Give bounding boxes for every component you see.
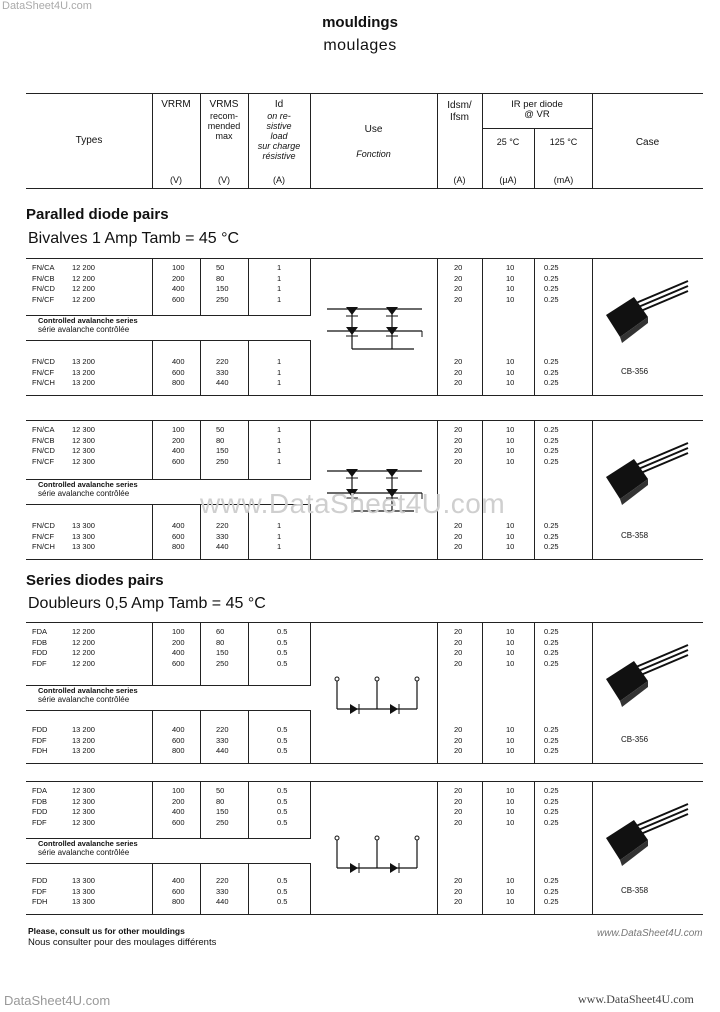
- table-cell: 13 200: [72, 378, 95, 387]
- table-cell: 1: [277, 435, 282, 445]
- table-cell: 12 200: [72, 284, 95, 293]
- table-cell: 100: [172, 786, 185, 795]
- table-cell: 200: [172, 273, 185, 283]
- table-cell: 20: [454, 378, 463, 387]
- table-cell: FDD: [32, 648, 48, 657]
- table-cell: FN/CD: [32, 446, 55, 455]
- table-cell: 10: [506, 284, 515, 293]
- table-cell: 12 300: [72, 456, 95, 466]
- table-cell: 0.5: [277, 746, 288, 755]
- note-english: Please, consult us for other mouldings: [28, 926, 185, 936]
- table-cell: 150: [216, 446, 229, 455]
- table-cell: 150: [216, 284, 229, 293]
- table-cell: 600: [172, 294, 185, 304]
- table-cell: 10: [506, 637, 515, 647]
- table-cell: FDD: [32, 725, 48, 734]
- table-cell: FDD: [32, 876, 48, 885]
- table-cell: FDF: [32, 735, 47, 745]
- table-cell: 400: [172, 521, 185, 530]
- table-cell: 330: [216, 886, 229, 896]
- table-cell: 10: [506, 627, 515, 636]
- table-cell: FN/CB: [32, 273, 55, 283]
- table-cell: 250: [216, 294, 229, 304]
- table-cell: 80: [216, 435, 225, 445]
- case-label: CB-356: [621, 735, 649, 744]
- avalanche-series-label: [26, 838, 311, 864]
- col-id-unit: (A): [273, 175, 285, 185]
- table-cell: 12 200: [72, 294, 95, 304]
- table-cell: 12 200: [72, 648, 95, 657]
- col-vrrm-label: VRRM: [161, 99, 191, 110]
- avalanche-series-en: Controlled avalanche series: [38, 839, 138, 848]
- table-cell: 12 300: [72, 435, 95, 445]
- table-cell: 400: [172, 357, 185, 366]
- col-use-fr: Fonction: [356, 149, 391, 159]
- table-cell: 10: [506, 658, 515, 668]
- case-label: CB-356: [621, 367, 649, 376]
- package-drawing: [596, 637, 696, 717]
- table-cell: 10: [506, 817, 515, 827]
- table-cell: 0.5: [277, 817, 288, 827]
- table-cell: 0.5: [277, 627, 288, 636]
- table-cell: 20: [454, 542, 463, 551]
- col-id-label: Id: [274, 99, 284, 110]
- product-group: [26, 781, 703, 915]
- table-cell: FN/CD: [32, 284, 55, 293]
- table-cell: 20: [454, 456, 463, 466]
- table-cell: 1: [277, 273, 282, 283]
- table-cell: 0.25: [544, 817, 559, 827]
- table-cell: 12 200: [72, 263, 95, 272]
- table-cell: 12 300: [72, 817, 95, 827]
- table-cell: 200: [172, 435, 185, 445]
- table-cell: 20: [454, 817, 463, 827]
- table-cell: 0.25: [544, 786, 559, 795]
- table-cell: 0.25: [544, 531, 559, 541]
- table-cell: 10: [506, 435, 515, 445]
- watermark-middle: www.DataSheet4U.com: [200, 488, 506, 519]
- table-cell: 1: [277, 542, 282, 551]
- table-cell: 20: [454, 531, 463, 541]
- table-cell: 0.5: [277, 786, 288, 795]
- table-cell: 0.5: [277, 807, 288, 816]
- col-case: [592, 94, 703, 188]
- table-cell: 10: [506, 746, 515, 755]
- table-cell: FDF: [32, 886, 47, 896]
- table-cell: 80: [216, 796, 225, 806]
- note-french: Nous consulter pour des moulages différents: [28, 937, 217, 948]
- parallel-diode-schematic: [322, 297, 432, 357]
- table-cell: 13 300: [72, 542, 95, 551]
- table-cell: FN/CF: [32, 367, 55, 377]
- table-cell: 400: [172, 284, 185, 293]
- table-cell: 600: [172, 367, 185, 377]
- table-cell: 10: [506, 886, 515, 896]
- watermark-top: DataSheet4U.com: [2, 0, 92, 12]
- table-cell: 0.25: [544, 273, 559, 283]
- table-cell: 1: [277, 425, 282, 434]
- col-ir-25: 25 °C: [496, 137, 520, 147]
- table-cell: 10: [506, 273, 515, 283]
- col-ir: [482, 94, 593, 188]
- table-cell: 13 200: [72, 357, 95, 366]
- table-cell: 440: [216, 897, 229, 906]
- table-cell: 400: [172, 725, 185, 734]
- table-cell: 10: [506, 456, 515, 466]
- table-cell: 20: [454, 876, 463, 885]
- table-cell: 0.25: [544, 542, 559, 551]
- table-cell: 20: [454, 294, 463, 304]
- table-cell: FDB: [32, 796, 47, 806]
- table-cell: 250: [216, 658, 229, 668]
- page-subtitle: moulages: [323, 37, 397, 54]
- table-cell: 330: [216, 735, 229, 745]
- table-cell: 100: [172, 627, 185, 636]
- table-cell: 0.25: [544, 725, 559, 734]
- col-idsm-unit: (A): [453, 175, 466, 185]
- table-cell: 1: [277, 284, 282, 293]
- table-cell: 12 300: [72, 807, 95, 816]
- package-drawing: [596, 273, 696, 353]
- table-cell: 12 300: [72, 786, 95, 795]
- section-series-title: Series diodes pairs: [26, 572, 164, 589]
- table-cell: 13 300: [72, 886, 95, 896]
- table-cell: 800: [172, 542, 185, 551]
- table-cell: 10: [506, 897, 515, 906]
- table-cell: 0.25: [544, 796, 559, 806]
- table-cell: 800: [172, 746, 185, 755]
- col-vrrm: [152, 94, 201, 188]
- table-cell: 0.25: [544, 263, 559, 272]
- col-vrms-note: recom- mended max: [207, 111, 241, 141]
- table-cell: 13 200: [72, 725, 95, 734]
- table-cell: 0.25: [544, 425, 559, 434]
- series-diode-schematic: [322, 830, 432, 890]
- table-cell: 250: [216, 817, 229, 827]
- table-cell: FN/CB: [32, 435, 55, 445]
- col-use: [310, 94, 438, 188]
- table-cell: 10: [506, 446, 515, 455]
- table-cell: 600: [172, 886, 185, 896]
- avalanche-series-fr: série avalanche contrôlée: [38, 848, 130, 857]
- table-cell: 100: [172, 425, 185, 434]
- table-cell: 1: [277, 446, 282, 455]
- table-cell: 10: [506, 725, 515, 734]
- table-cell: 0.25: [544, 284, 559, 293]
- table-cell: FN/CH: [32, 542, 55, 551]
- table-cell: 10: [506, 367, 515, 377]
- table-cell: FDF: [32, 817, 47, 827]
- table-cell: 20: [454, 367, 463, 377]
- table-cell: 20: [454, 725, 463, 734]
- table-cell: FN/CD: [32, 521, 55, 530]
- table-cell: FDA: [32, 627, 47, 636]
- table-cell: 330: [216, 367, 229, 377]
- table-cell: 20: [454, 273, 463, 283]
- table-cell: 12 300: [72, 425, 95, 434]
- avalanche-series-fr: série avalanche contrôlée: [38, 695, 130, 704]
- table-cell: 20: [454, 263, 463, 272]
- table-cell: 400: [172, 807, 185, 816]
- table-cell: 0.25: [544, 357, 559, 366]
- table-cell: 10: [506, 796, 515, 806]
- table-cell: 12 300: [72, 796, 95, 806]
- table-cell: FDH: [32, 897, 48, 906]
- table-cell: FN/CH: [32, 378, 55, 387]
- table-cell: 13 200: [72, 746, 95, 755]
- table-cell: 0.25: [544, 807, 559, 816]
- table-cell: 20: [454, 627, 463, 636]
- watermark-footer-right: www.DataSheet4U.com: [578, 992, 694, 1006]
- table-cell: 20: [454, 435, 463, 445]
- section-parallel-subtitle: Bivalves 1 Amp Tamb = 45 °C: [28, 230, 240, 247]
- table-cell: 0.25: [544, 886, 559, 896]
- table-cell: 13 300: [72, 531, 95, 541]
- table-cell: 10: [506, 542, 515, 551]
- table-cell: 200: [172, 796, 185, 806]
- table-cell: 440: [216, 378, 229, 387]
- case-label: CB-358: [621, 531, 649, 540]
- avalanche-series-label: [26, 315, 311, 341]
- table-cell: 1: [277, 531, 282, 541]
- table-cell: 0.5: [277, 796, 288, 806]
- table-cell: FN/CF: [32, 294, 55, 304]
- table-cell: FDB: [32, 637, 47, 647]
- table-cell: 12 200: [72, 658, 95, 668]
- col-ir-25-unit: (µA): [499, 175, 517, 185]
- table-cell: 0.25: [544, 378, 559, 387]
- table-cell: 600: [172, 735, 185, 745]
- page-title: mouldings: [322, 14, 398, 31]
- table-cell: 150: [216, 807, 229, 816]
- col-ir-label: IR per diode @ VR: [511, 99, 563, 120]
- table-cell: 12 200: [72, 637, 95, 647]
- table-cell: 13 300: [72, 876, 95, 885]
- table-cell: 440: [216, 746, 229, 755]
- table-cell: 20: [454, 425, 463, 434]
- table-cell: 0.25: [544, 876, 559, 885]
- col-vrms-label: VRMS: [209, 99, 239, 110]
- table-cell: 10: [506, 807, 515, 816]
- table-cell: 0.5: [277, 735, 288, 745]
- table-cell: 1: [277, 357, 282, 366]
- table-cell: 1: [277, 378, 282, 387]
- col-types: [26, 94, 153, 188]
- table-cell: 50: [216, 786, 225, 795]
- table-cell: 1: [277, 263, 282, 272]
- package-drawing: [596, 796, 696, 876]
- section-series-subtitle: Doubleurs 0,5 Amp Tamb = 45 °C: [28, 595, 266, 612]
- table-cell: 0.5: [277, 876, 288, 885]
- table-cell: 50: [216, 425, 225, 434]
- watermark-footer-small: www.DataSheet4U.com: [597, 928, 703, 939]
- table-cell: 80: [216, 273, 225, 283]
- table-cell: 1: [277, 367, 282, 377]
- table-cell: 20: [454, 807, 463, 816]
- table-cell: 220: [216, 357, 229, 366]
- table-cell: 13 200: [72, 735, 95, 745]
- table-cell: 10: [506, 357, 515, 366]
- product-group: [26, 258, 703, 396]
- col-vrrm-unit: (V): [170, 175, 182, 185]
- table-cell: 10: [506, 425, 515, 434]
- col-use-label: Use: [364, 124, 383, 135]
- table-cell: 0.25: [544, 521, 559, 530]
- col-ir-125-unit: (mA): [553, 175, 574, 185]
- table-cell: 0.25: [544, 294, 559, 304]
- table-cell: FDF: [32, 658, 47, 668]
- table-cell: 10: [506, 876, 515, 885]
- table-cell: FN/CA: [32, 263, 55, 272]
- product-group: [26, 622, 703, 764]
- avalanche-series-en: Controlled avalanche series: [38, 480, 138, 489]
- table-cell: 13 300: [72, 521, 95, 530]
- section-parallel-title: Paralled diode pairs: [26, 206, 169, 223]
- col-ir-125: 125 °C: [549, 137, 578, 147]
- table-cell: 20: [454, 897, 463, 906]
- table-cell: 0.25: [544, 735, 559, 745]
- table-cell: 13 300: [72, 897, 95, 906]
- col-types-label: Types: [75, 135, 103, 146]
- table-cell: 20: [454, 284, 463, 293]
- col-idsm-label: Idsm/ Ifsm: [447, 100, 472, 123]
- table-cell: 800: [172, 897, 185, 906]
- avalanche-series-fr: série avalanche contrôlée: [38, 325, 130, 334]
- table-cell: 20: [454, 886, 463, 896]
- table-cell: 50: [216, 263, 225, 272]
- avalanche-series-label: [26, 685, 311, 711]
- avalanche-series-fr: série avalanche contrôlée: [38, 489, 130, 498]
- table-cell: 0.5: [277, 658, 288, 668]
- table-cell: 0.5: [277, 886, 288, 896]
- table-cell: 10: [506, 521, 515, 530]
- table-cell: 10: [506, 648, 515, 657]
- table-cell: 20: [454, 648, 463, 657]
- table-cell: 0.5: [277, 897, 288, 906]
- table-cell: 0.25: [544, 446, 559, 455]
- table-cell: 0.25: [544, 658, 559, 668]
- watermark-footer-left: DataSheet4U.com: [4, 993, 111, 1008]
- table-cell: 440: [216, 542, 229, 551]
- avalanche-series-en: Controlled avalanche series: [38, 686, 138, 695]
- table-cell: 10: [506, 378, 515, 387]
- table-cell: 0.25: [544, 367, 559, 377]
- col-vrms: [200, 94, 249, 188]
- table-cell: 1: [277, 294, 282, 304]
- package-drawing: [596, 435, 696, 515]
- table-cell: FN/CF: [32, 531, 55, 541]
- table-cell: 400: [172, 648, 185, 657]
- table-cell: 20: [454, 735, 463, 745]
- col-vrms-unit: (V): [218, 175, 230, 185]
- table-cell: 20: [454, 357, 463, 366]
- table-cell: 220: [216, 725, 229, 734]
- table-cell: 100: [172, 263, 185, 272]
- table-cell: 60: [216, 627, 225, 636]
- col-case-label: Case: [635, 137, 660, 148]
- table-cell: 600: [172, 531, 185, 541]
- table-cell: 80: [216, 637, 225, 647]
- table-cell: 20: [454, 637, 463, 647]
- table-cell: 10: [506, 531, 515, 541]
- table-cell: 10: [506, 735, 515, 745]
- table-cell: 1: [277, 521, 282, 530]
- table-cell: FDA: [32, 786, 47, 795]
- col-id: [248, 94, 311, 188]
- table-cell: 20: [454, 786, 463, 795]
- table-cell: 0.25: [544, 637, 559, 647]
- table-cell: 12 300: [72, 446, 95, 455]
- table-cell: 400: [172, 876, 185, 885]
- table-cell: 800: [172, 378, 185, 387]
- table-cell: 10: [506, 786, 515, 795]
- table-cell: 12 200: [72, 273, 95, 283]
- table-cell: 10: [506, 294, 515, 304]
- table-cell: 0.25: [544, 627, 559, 636]
- table-cell: 0.5: [277, 648, 288, 657]
- table-cell: 220: [216, 521, 229, 530]
- table-cell: 20: [454, 746, 463, 755]
- col-idsm: [437, 94, 483, 188]
- col-id-note: on re- sistive load sur charge résistive: [257, 111, 301, 161]
- table-cell: 400: [172, 446, 185, 455]
- table-cell: FN/CA: [32, 425, 55, 434]
- table-cell: 150: [216, 648, 229, 657]
- table-cell: FN/CF: [32, 456, 55, 466]
- table-cell: 20: [454, 446, 463, 455]
- table-cell: FDH: [32, 746, 48, 755]
- table-cell: 10: [506, 263, 515, 272]
- table-cell: 20: [454, 521, 463, 530]
- table-cell: 12 200: [72, 627, 95, 636]
- table-cell: 600: [172, 456, 185, 466]
- table-cell: 0.25: [544, 456, 559, 466]
- table-cell: 330: [216, 531, 229, 541]
- table-cell: 0.25: [544, 746, 559, 755]
- table-cell: 20: [454, 796, 463, 806]
- table-cell: 0.25: [544, 435, 559, 445]
- table-cell: 0.25: [544, 897, 559, 906]
- table-cell: 220: [216, 876, 229, 885]
- table-cell: 250: [216, 456, 229, 466]
- table-cell: 0.5: [277, 725, 288, 734]
- table-cell: 200: [172, 637, 185, 647]
- table-cell: FN/CD: [32, 357, 55, 366]
- table-cell: 600: [172, 658, 185, 668]
- case-label: CB-358: [621, 886, 649, 895]
- table-cell: 0.5: [277, 637, 288, 647]
- table-cell: FDD: [32, 807, 48, 816]
- series-diode-schematic: [322, 671, 432, 731]
- table-cell: 20: [454, 658, 463, 668]
- table-cell: 600: [172, 817, 185, 827]
- table-cell: 0.25: [544, 648, 559, 657]
- table-cell: 1: [277, 456, 282, 466]
- table-cell: 13 200: [72, 367, 95, 377]
- column-header: [26, 93, 703, 189]
- avalanche-series-en: Controlled avalanche series: [38, 316, 138, 325]
